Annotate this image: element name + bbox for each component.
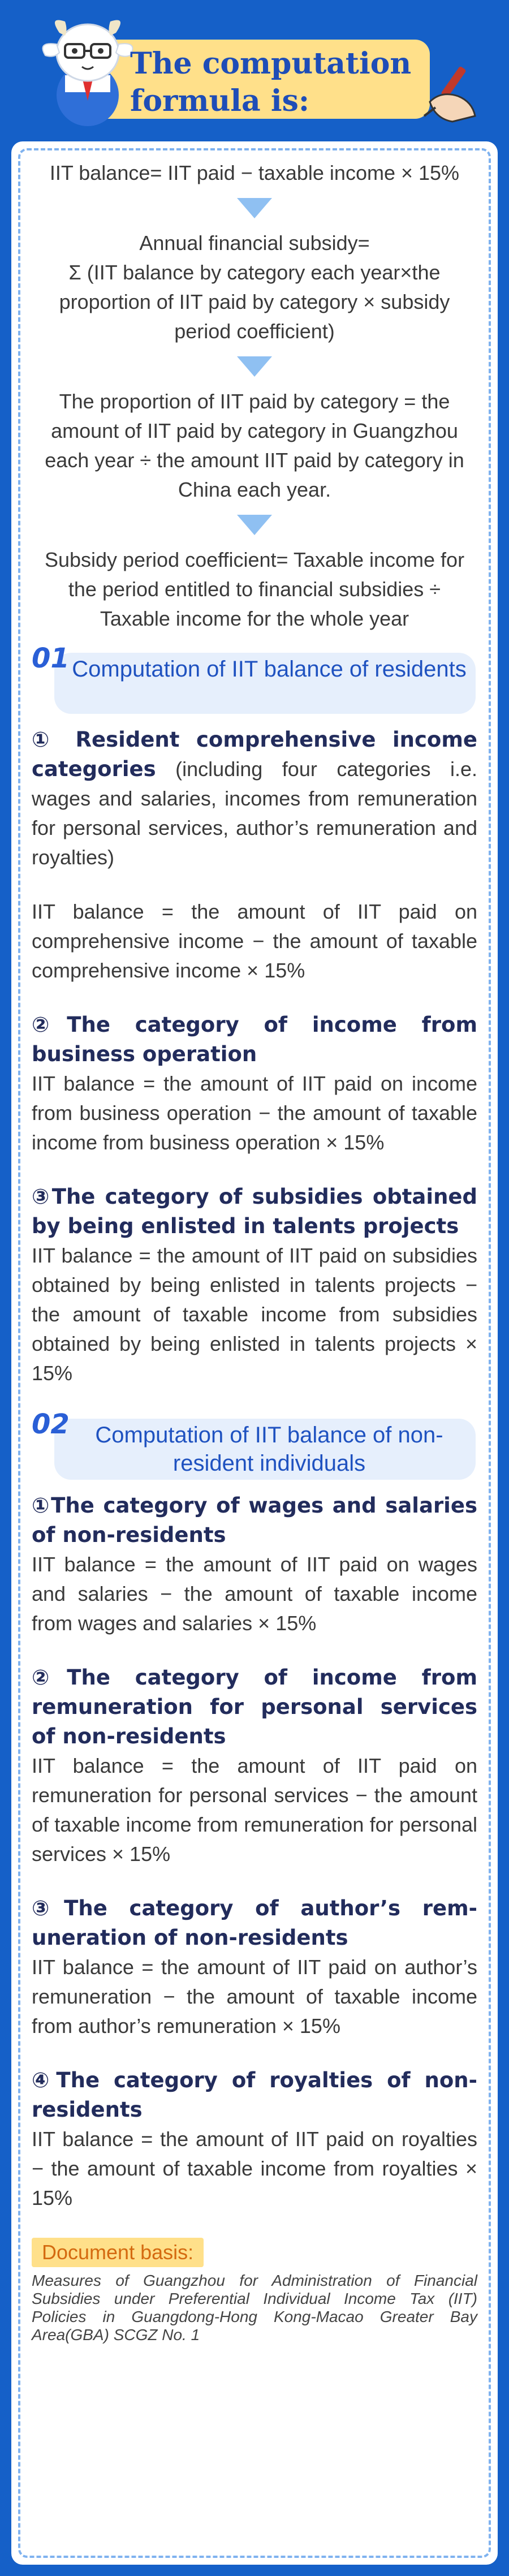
category-heading: ③The category of author’s remuneration of non-residents <box>32 1896 477 1950</box>
section-number: 01 <box>32 643 70 674</box>
down-arrow-icon <box>235 196 274 221</box>
non-resident-wages <box>32 1491 477 1638</box>
non-resident-royalties <box>32 2066 477 2213</box>
section-header-non-residents <box>32 1408 477 1480</box>
header <box>0 0 509 141</box>
category-heading: ④The category of royalties of non-residents <box>32 2068 477 2122</box>
section-number: 02 <box>32 1408 70 1440</box>
goat-mascot-icon <box>34 10 141 129</box>
section-title: Computation of IIT balance of non-resident individuals <box>95 1423 443 1476</box>
category-formula: IIT balance = the amount of IIT paid on royalties − the amount of taxable income from royalties × 15% <box>32 2127 477 2209</box>
category-heading: ①The category of wages and salaries of non-residents <box>32 1493 477 1547</box>
non-resident-author-remuneration <box>32 1894 477 2041</box>
category-formula: IIT balance = the amount of IIT paid on author’s remuneration − the amount of taxable income from author’s remuneration × 15% <box>32 1955 477 2037</box>
formula-period-coefficient: Subsidy period coefficient= Taxable income for the period entitled to financial subsidies ÷ Taxable income for the whole year <box>44 548 465 630</box>
category-formula: IIT balance = the amount of IIT paid on comprehensive income − the amount of taxable comprehensive income × 15% <box>32 900 477 982</box>
page-title <box>130 45 413 120</box>
title-line-1: The computation <box>130 46 412 81</box>
formula-subsidy-head: Annual financial subsidy= <box>139 231 370 255</box>
business-operation <box>32 1010 477 1157</box>
category-heading: ① Resident comprehensive income categories <box>32 727 477 781</box>
content <box>32 158 477 2360</box>
pen-hand-icon <box>419 62 481 124</box>
category-formula: IIT balance = the amount of IIT paid on subsidies obtained by being enlisted in talents projects − the amount of taxable income from subsidies obtained by being enlisted in talents projects × 15% <box>32 1244 477 1385</box>
document-basis <box>32 2238 477 2344</box>
category-formula: IIT balance = the amount of IIT paid on income from business operation − the amount of taxable income from business operation × 15% <box>32 1072 477 1154</box>
formula-subsidy: Σ (IIT balance by category each year×the proportion of IIT paid by category × subsidy period coefficient) <box>59 261 450 343</box>
formula-iit-balance: IIT balance= IIT paid − taxable income × 15% <box>49 161 460 184</box>
document-basis-text: Measures of Guangzhou for Administration of Financial Subsidies under Preferential Individual Income Tax (IIT) Policies in Guangdong-Hong Kong-Macao Greater Bay Area(GBA) SCGZ No. 1 <box>32 2272 477 2344</box>
document-basis-label: Document basis: <box>32 2238 204 2267</box>
category-description <box>32 725 477 872</box>
category-heading: ③The category of subsidies obtained by being enlisted in talents projects <box>32 1184 477 1238</box>
category-heading: ②The category of income from business operation <box>32 1013 477 1066</box>
category-formula: IIT balance = the amount of IIT paid on wages and salaries − the amount of taxable income from wages and salaries × 15% <box>32 1553 477 1635</box>
down-arrow-icon <box>235 354 274 379</box>
section-header-residents <box>32 643 477 714</box>
down-arrow-icon <box>235 512 274 537</box>
resident-comprehensive-formula <box>32 897 477 985</box>
section-title: Computation of IIT balance of residents <box>72 657 467 682</box>
non-resident-personal-services <box>32 1663 477 1869</box>
formula-proportion: The proportion of IIT paid by category = the amount of IIT paid by category in Guangzhou each year ÷ the amount IIT paid by category in China each year. <box>45 390 464 501</box>
category-heading: ②The category of income from remuneration for personal services of non-residents <box>32 1665 477 1748</box>
category-formula: IIT balance = the amount of IIT paid on remuneration for personal services − the amount of taxable income from remuneration for personal services × 15% <box>32 1754 477 1866</box>
resident-comprehensive-income <box>32 725 477 872</box>
title-line-2: formula is: <box>130 84 310 118</box>
category-note: (including four categories i.e. wages and salaries, incomes from remuneration for personal services, author’s remuneration and royalties) <box>32 757 477 869</box>
talents-projects-subsidies <box>32 1182 477 1388</box>
